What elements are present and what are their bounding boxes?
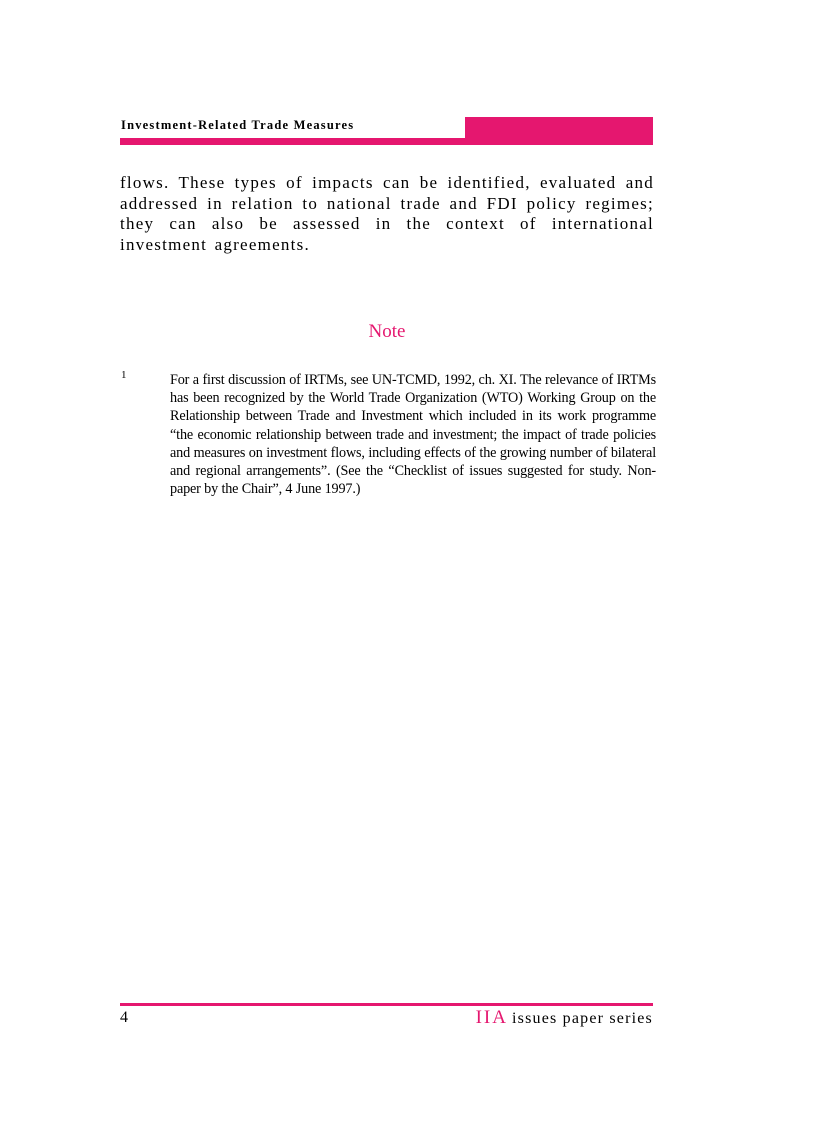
footnote-number: 1 bbox=[121, 369, 127, 381]
footnote bbox=[120, 369, 658, 519]
header-rule bbox=[120, 138, 653, 145]
footer-rule bbox=[120, 1003, 653, 1006]
series-brand: IIA bbox=[475, 1007, 508, 1028]
header-accent-block bbox=[465, 117, 653, 138]
note-heading: Note bbox=[368, 321, 406, 342]
running-header bbox=[120, 116, 653, 146]
series-title bbox=[476, 1007, 653, 1029]
page-number: 4 bbox=[120, 1009, 128, 1026]
body-paragraph: flows. These types of impacts can be identified, evaluated and addressed in relation to national trade and FDI policy regimes; they can also be assessed in the context of international investment agreements. bbox=[120, 173, 654, 254]
footnote-text: For a first discussion of IRTMs, see UN-TCMD, 1992, ch. XI. The relevance of IRTMs has been recognized by the World Trade Organization (WTO) Working Group on the Relationship between Trade and Investment which included in its work programme “the economic relationship between trade and investment; the impact of trade policies and measures on investment flows, including effects of the growing number of bilateral and regional arrangements”. (See the “Checklist of issues suggested for study. Non-paper by the Chair”, 4 June 1997.) bbox=[170, 372, 656, 498]
header-title: Investment-Related Trade Measures bbox=[121, 118, 355, 132]
series-text: issues paper series bbox=[512, 1010, 653, 1027]
